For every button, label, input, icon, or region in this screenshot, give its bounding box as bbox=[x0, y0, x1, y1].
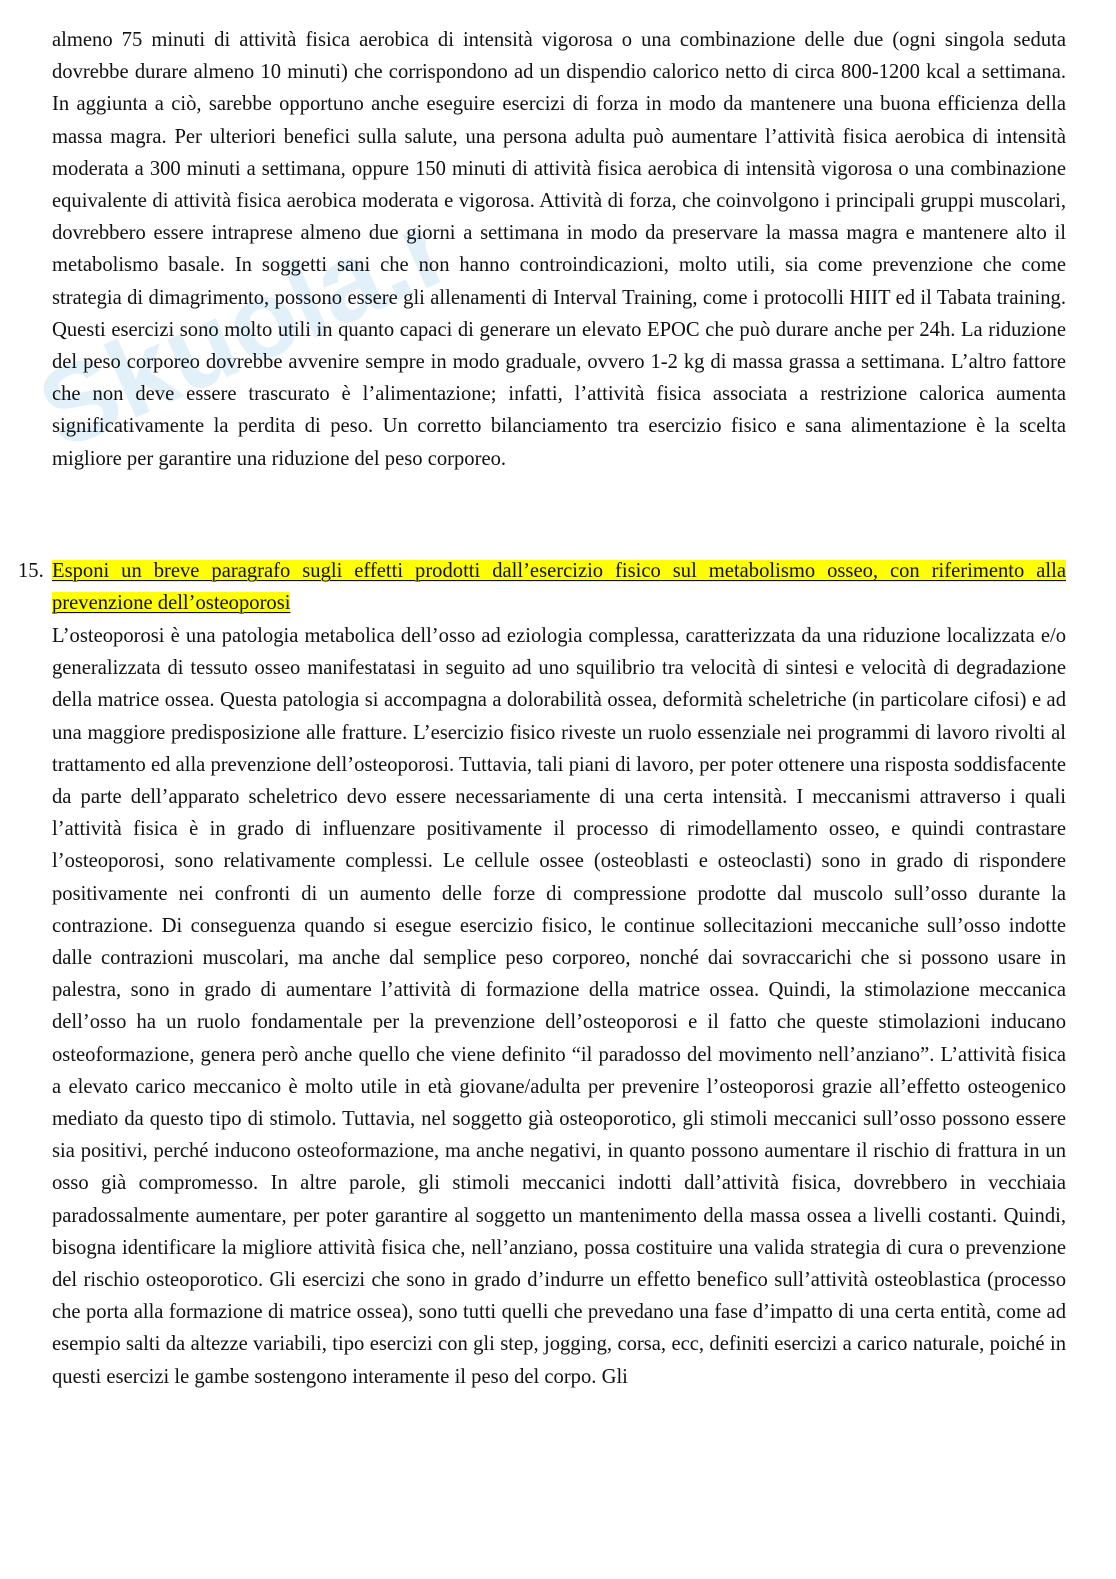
body-paragraph-2: L’osteoporosi è una patologia metabolica dell’osso ad eziologia complessa, caratterizzata da una riduzione localizzata e/o generalizzata di tessuto osseo manifestatasi in seguito ad uno squilibrio tra velocità di sintesi e velocità di degradazione della matrice ossea. Questa patologia si accompagna a dolorabilità ossea, deformità scheletriche (in particolare cifosi) e ad una maggiore predisposizione alle fratture. L’esercizio fisico riveste un ruolo essenziale nei programmi di lavoro rivolti al trattamento ed alla prevenzione dell’osteoporosi. Tuttavia, tali piani di lavoro, per poter ottenere una risposta soddisfacente da parte dell’apparato scheletrico devo essere necessariamente di una certa intensità. I meccanismi attraverso i quali l’attività fisica è in grado di influenzare positivamente il processo di rimodellamento osseo, e quindi contrastare l’osteoporosi, sono relativamente complessi. Le cellule ossee (osteoblasti e osteoclasti) sono in grado di rispondere positivamente nei confronti di un aumento delle forze di compressione prodotte dal muscolo sull’osso durante la contrazione. Di conseguenza quando si esegue esercizio fisico, le continue sollecitazioni meccaniche sull’osso indotte dalle contrazioni muscolari, ma anche dal semplice peso corporeo, nonché dai sovraccarichi che si possono usare in palestra, sono in grado di aumentare l’attività di formazione della matrice ossea. Quindi, la stimolazione meccanica dell’osso ha un ruolo fondamentale per la prevenzione dell’osteoporosi e il fatto che queste stimolazioni inducano osteoformazione, genera però anche quello che viene definito “il paradosso del movimento nell’anziano”. L’attività fisica a elevato carico meccanico è molto utile in età giovane/adulta per prevenire l’osteoporosi grazie all’effetto osteogenico mediato da questo tipo di stimolo. Tuttavia, nel soggetto già osteoporotico, gli stimoli meccanici sull’osso possono essere sia positivi, perché inducono osteoformazione, ma anche negativi, in quanto possono aumentare il rischio di frattura in un osso già compromesso. In altre parole, gli stimoli meccanici indotti dall’attività fisica, dovrebbero in vecchiaia paradossalmente aumentare, per poter garantire al soggetto un mantenimento della massa ossea a livelli costanti. Quindi, bisogna identificare la migliore attività fisica che, nell’anziano, possa costituire una valida strategia di cura o prevenzione del rischio osteoporotico. Gli esercizi che sono in grado d’indurre un effetto benefico sull’attività osteoblastica (processo che porta alla formazione di matrice ossea), sono tutti quelli che prevedano una fase d’impatto di una certa entità, come ad esempio salti da altezze variabili, tipo esercizi con gli step, jogging, corsa, ecc, definiti esercizi a carico naturale, poiché in questi esercizi le gambe sostengono interamente il peso del corpo. Gli bbox=[52, 625, 1066, 1388]
question-number: 15. bbox=[18, 560, 44, 582]
question-text: Esponi un breve paragrafo sugli effetti prodotti dall’esercizio fisico sul metabolismo osseo, con riferimento alla prevenzione dell’osteoporosi bbox=[52, 560, 1066, 615]
watermark-text: Skuola.net bbox=[21, 169, 466, 473]
body-paragraph-1: almeno 75 minuti di attività fisica aerobica di intensità vigorosa o una combinazione delle due (ogni singola seduta dovrebbe durare almeno 10 minuti) che corrispondono ad un dispendio calorico netto di circa 800-1200 kcal a settimana. In aggiunta a ciò, sarebbe opportuno anche eseguire esercizi di forza in modo da mantenere una buona efficienza della massa magra. Per ulteriori benefici sulla salute, una persona adulta può aumentare l’attività fisica aerobica di intensità moderata a 300 minuti a settimana, oppure 150 minuti di attività fisica aerobica di intensità vigorosa o una combinazione equivalente di attività fisica aerobica moderata e vigorosa. Attività di forza, che coinvolgono i principali gruppi muscolari, dovrebbero essere intraprese almeno due giorni a settimana in modo da preservare la massa magra e mantenere alto il metabolismo basale. In soggetti sani che non hanno controindicazioni, molto utili, sia come prevenzione che come strategia di dimagrimento, possono essere gli allenamenti di Interval Training, come i protocolli HIIT ed il Tabata training. Questi esercizi sono molto utili in quanto capaci di generare un elevato EPOC che può durare anche per 24h. La riduzione del peso corporeo dovrebbe avvenire sempre in modo graduale, ovvero 1-2 kg di massa grassa a settimana. L’altro fattore che non deve essere trascurato è l’alimentazione; infatti, l’attività fisica associata a restrizione calorica aumenta significativamente la perdita di peso. Un corretto bilanciamento tra esercizio fisico e sana alimentazione è la scelta migliore per garantire una riduzione del peso corporeo. bbox=[52, 29, 1066, 470]
question-15 bbox=[18, 555, 1066, 619]
